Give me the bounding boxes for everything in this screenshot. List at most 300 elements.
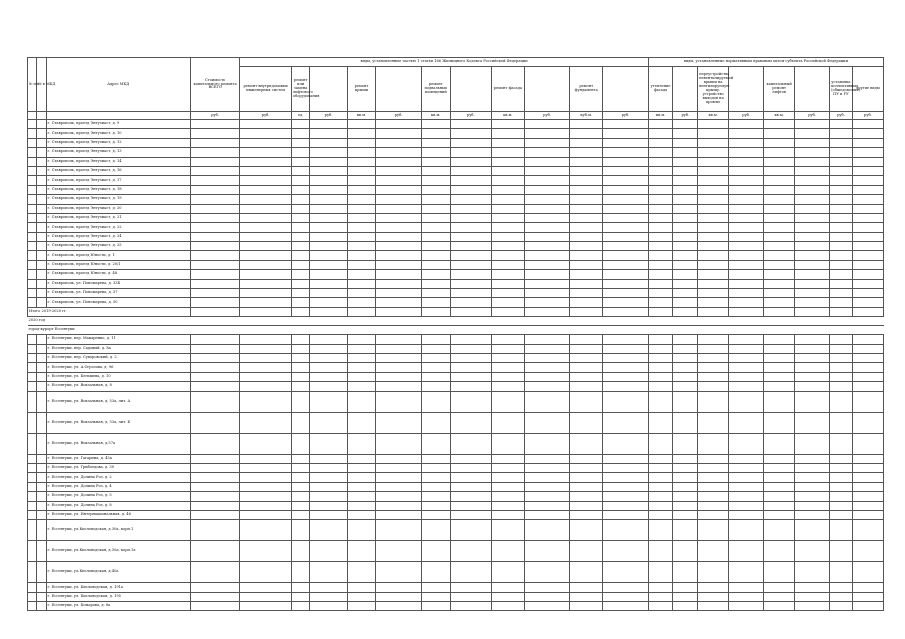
row-value (190, 148, 239, 157)
row-value (570, 463, 603, 472)
row-value (603, 129, 649, 138)
row-value (698, 289, 729, 298)
row-number-2 (37, 176, 46, 185)
row-number-2 (37, 363, 46, 372)
row-value (190, 501, 239, 510)
row-value (190, 157, 239, 166)
row-value (648, 520, 673, 541)
header-subcol: ремонт или замена лифтового оборудования (291, 67, 310, 112)
row-value (729, 289, 764, 298)
row-value (852, 520, 883, 541)
row-value (830, 279, 853, 288)
row-value (376, 120, 421, 129)
row-value (852, 289, 883, 298)
row-address: г. Ессентуки, ул. Вокзальная, д. 53а, лит. Б (46, 412, 190, 433)
row-value (190, 372, 239, 381)
row-value (603, 592, 649, 601)
row-value (240, 353, 292, 362)
row-value (421, 353, 450, 362)
table-row (28, 562, 884, 583)
row-value (491, 454, 524, 463)
row-value (347, 510, 376, 519)
row-value (421, 363, 450, 372)
row-value (852, 363, 883, 372)
header-subcol (450, 67, 491, 112)
row-number (28, 501, 37, 510)
header-unit: ед. (291, 112, 310, 120)
row-value (852, 195, 883, 204)
row-value (648, 433, 673, 454)
row-value (830, 185, 853, 194)
row-value (450, 185, 491, 194)
row-value (240, 520, 292, 541)
row-value (347, 195, 376, 204)
row-value (524, 454, 569, 463)
row-value (291, 176, 310, 185)
row-number-2 (37, 166, 46, 175)
row-value (673, 482, 698, 491)
row-value (673, 120, 698, 129)
row-value (698, 213, 729, 222)
row-value (421, 129, 450, 138)
row-number-2 (37, 454, 46, 463)
row-value (190, 382, 239, 391)
row-value (795, 433, 830, 454)
totals-value (347, 307, 376, 316)
row-value (310, 242, 347, 251)
row-value (421, 335, 450, 344)
row-value (376, 185, 421, 194)
row-value (491, 260, 524, 269)
row-value (491, 242, 524, 251)
row-value (524, 223, 569, 232)
row-value (450, 520, 491, 541)
row-value (190, 562, 239, 583)
row-value (376, 270, 421, 279)
row-value (240, 482, 292, 491)
row-value (698, 482, 729, 491)
row-value (190, 251, 239, 260)
row-value (830, 289, 853, 298)
row-value (240, 251, 292, 260)
row-value (291, 363, 310, 372)
table-row (28, 270, 884, 279)
row-value (603, 353, 649, 362)
row-value (450, 372, 491, 381)
row-number-2 (37, 492, 46, 501)
row-value (190, 129, 239, 138)
row-value (524, 260, 569, 269)
row-value (795, 382, 830, 391)
row-value (648, 120, 673, 129)
row-value (795, 120, 830, 129)
row-value (729, 148, 764, 157)
row-value (698, 120, 729, 129)
row-value (603, 562, 649, 583)
row-value (795, 129, 830, 138)
row-value (830, 454, 853, 463)
row-value (698, 473, 729, 482)
row-number-2 (37, 279, 46, 288)
row-value (852, 185, 883, 194)
row-value (830, 120, 853, 129)
header-subcol: ремонт внутридомовых инженерных систем (240, 67, 292, 112)
row-value (603, 195, 649, 204)
row-value (570, 372, 603, 381)
row-value (450, 195, 491, 204)
row-value (603, 223, 649, 232)
row-value (729, 242, 764, 251)
row-value (240, 335, 292, 344)
row-value (421, 185, 450, 194)
row-value (450, 157, 491, 166)
totals-value (450, 307, 491, 316)
row-value (524, 242, 569, 251)
row-value (190, 204, 239, 213)
row-value (830, 129, 853, 138)
row-value (729, 279, 764, 288)
row-value (190, 344, 239, 353)
row-value (450, 473, 491, 482)
header-subcol (729, 67, 764, 112)
row-value (450, 242, 491, 251)
totals-value (310, 307, 347, 316)
row-value (570, 157, 603, 166)
row-value (376, 289, 421, 298)
row-value (376, 213, 421, 222)
row-value (673, 510, 698, 519)
header-unit: кв.м. (421, 112, 450, 120)
row-value (673, 363, 698, 372)
row-value (240, 138, 292, 147)
row-number-2 (37, 562, 46, 583)
header-subcol: установка коллективных (общедомовых) ПУ и УУ (830, 67, 853, 112)
row-value (450, 562, 491, 583)
row-value (376, 562, 421, 583)
row-value (347, 602, 376, 611)
row-value (570, 562, 603, 583)
row-value (673, 344, 698, 353)
row-value (347, 166, 376, 175)
row-value (570, 195, 603, 204)
row-value (852, 129, 883, 138)
row-value (450, 583, 491, 592)
row-address: г. Ессентуки, ул. Долина Роз, д. 4 (46, 482, 190, 491)
row-value (310, 463, 347, 472)
row-value (291, 510, 310, 519)
row-value (830, 382, 853, 391)
row-address: г. Ставрополь, проезд Энтузиаст, д. 19 (46, 195, 190, 204)
row-value (852, 204, 883, 213)
row-value (347, 223, 376, 232)
row-value (698, 412, 729, 433)
row-address: г. Ставрополь, проезд Энтузиаст, д. 21 (46, 213, 190, 222)
header-subcol: другие виды (852, 67, 883, 112)
row-value (524, 583, 569, 592)
row-value (764, 298, 795, 307)
row-value (648, 541, 673, 562)
row-value (795, 541, 830, 562)
table-row (28, 412, 884, 433)
row-address: г. Ставрополь, проезд Энтузиаст, д. 18 (46, 185, 190, 194)
row-value (347, 251, 376, 260)
row-value (698, 363, 729, 372)
row-value (698, 562, 729, 583)
row-value (673, 260, 698, 269)
row-value (240, 463, 292, 472)
row-value (603, 344, 649, 353)
table-row (28, 363, 884, 372)
row-value (291, 372, 310, 381)
row-value (795, 223, 830, 232)
row-value (764, 602, 795, 611)
row-value (764, 270, 795, 279)
row-value (376, 279, 421, 288)
header-unit: руб. (240, 112, 292, 120)
row-number-2 (37, 298, 46, 307)
row-value (729, 510, 764, 519)
row-value (673, 176, 698, 185)
row-number-2 (37, 242, 46, 251)
totals-value (491, 307, 524, 316)
table-row (28, 232, 884, 241)
row-value (673, 353, 698, 362)
row-value (524, 501, 569, 510)
row-address: г. Ессентуки, ул. Долина Роз, д. 8 (46, 501, 190, 510)
header-group-regional: виды, установленные нормативным правовым актом субъекта Российской Федерации (648, 58, 883, 67)
row-value (795, 298, 830, 307)
row-value (764, 129, 795, 138)
row-value (764, 204, 795, 213)
row-value (603, 260, 649, 269)
row-address: г. Ставрополь, ул. Пономарева, д. 50 (46, 298, 190, 307)
row-address: г. Ставрополь, проезд Энтузиаст, д. 9 (46, 120, 190, 129)
row-value (852, 463, 883, 472)
row-value (240, 602, 292, 611)
row-value (240, 501, 292, 510)
row-value (795, 482, 830, 491)
row-value (421, 602, 450, 611)
row-value (673, 213, 698, 222)
row-value (648, 463, 673, 472)
row-value (764, 592, 795, 601)
row-value (376, 335, 421, 344)
row-number (28, 473, 37, 482)
table-row (28, 583, 884, 592)
row-value (347, 353, 376, 362)
row-number-2 (37, 120, 46, 129)
row-number (28, 223, 37, 232)
row-value (291, 204, 310, 213)
row-value (524, 372, 569, 381)
row-value (347, 213, 376, 222)
row-value (491, 492, 524, 501)
row-value (648, 242, 673, 251)
row-address: г. Ставрополь, проезд Энтузиаст, д. 25 (46, 242, 190, 251)
row-value (698, 335, 729, 344)
table-row (28, 223, 884, 232)
row-value (698, 501, 729, 510)
row-value (603, 382, 649, 391)
row-value (830, 270, 853, 279)
row-value (291, 463, 310, 472)
row-value (190, 492, 239, 501)
row-value (310, 353, 347, 362)
row-value (190, 260, 239, 269)
row-value (648, 204, 673, 213)
row-value (421, 120, 450, 129)
section-year-text: 2020 год (28, 317, 884, 326)
row-value (524, 166, 569, 175)
row-number (28, 270, 37, 279)
row-value (570, 382, 603, 391)
row-value (648, 232, 673, 241)
row-value (524, 592, 569, 601)
row-value (729, 473, 764, 482)
row-value (830, 148, 853, 157)
row-value (795, 289, 830, 298)
row-value (570, 129, 603, 138)
row-value (291, 279, 310, 288)
row-value (421, 279, 450, 288)
row-value (729, 298, 764, 307)
row-value (852, 583, 883, 592)
row-value (648, 482, 673, 491)
row-value (376, 344, 421, 353)
row-value (603, 270, 649, 279)
row-value (524, 185, 569, 194)
row-value (648, 562, 673, 583)
row-value (673, 562, 698, 583)
row-value (421, 501, 450, 510)
table-row (28, 335, 884, 344)
row-value (450, 213, 491, 222)
row-value (698, 166, 729, 175)
row-value (347, 583, 376, 592)
row-value (240, 260, 292, 269)
row-value (491, 176, 524, 185)
row-value (450, 176, 491, 185)
row-value (347, 433, 376, 454)
totals-value (240, 307, 292, 316)
row-value (764, 195, 795, 204)
row-value (764, 501, 795, 510)
row-address: г. Ставрополь, проезд Энтузиаст, д. 24 (46, 232, 190, 241)
row-number-2 (37, 148, 46, 157)
row-value (421, 213, 450, 222)
row-value (310, 176, 347, 185)
row-value (240, 148, 292, 157)
row-value (291, 482, 310, 491)
table-row (28, 120, 884, 129)
row-value (190, 213, 239, 222)
row-value (310, 232, 347, 241)
row-value (450, 492, 491, 501)
row-value (570, 176, 603, 185)
row-value (698, 463, 729, 472)
row-value (491, 433, 524, 454)
row-value (450, 138, 491, 147)
row-value (491, 298, 524, 307)
row-value (491, 412, 524, 433)
row-value (795, 195, 830, 204)
row-value (764, 335, 795, 344)
row-number (28, 120, 37, 129)
row-value (347, 541, 376, 562)
row-value (795, 148, 830, 157)
row-value (240, 473, 292, 482)
totals-value (291, 307, 310, 316)
row-address: г. Ессентуки, ул. Бегишева, д. 10 (46, 372, 190, 381)
row-value (648, 223, 673, 232)
row-value (648, 185, 673, 194)
row-value (603, 298, 649, 307)
row-value (491, 251, 524, 260)
row-value (570, 482, 603, 491)
row-value (570, 583, 603, 592)
row-value (729, 501, 764, 510)
table-row (28, 279, 884, 288)
row-value (190, 482, 239, 491)
row-value (291, 592, 310, 601)
row-value (648, 391, 673, 412)
row-value (764, 510, 795, 519)
row-value (648, 501, 673, 510)
row-value (603, 510, 649, 519)
row-value (450, 482, 491, 491)
row-value (764, 251, 795, 260)
row-value (524, 433, 569, 454)
row-address: г. Ессентуки, ул. Комарова, д. 8а (46, 602, 190, 611)
table-row (28, 298, 884, 307)
row-address: г. Ессентуки, ул. Интернациональная, д. 46 (46, 510, 190, 519)
row-value (450, 204, 491, 213)
row-address: г. Ессентуки, ул. Вокзальная, д. 8 (46, 382, 190, 391)
row-value (491, 232, 524, 241)
row-value (310, 562, 347, 583)
row-value (648, 213, 673, 222)
row-value (673, 204, 698, 213)
row-value (852, 602, 883, 611)
row-value (524, 157, 569, 166)
row-value (673, 433, 698, 454)
row-value (570, 251, 603, 260)
row-value (421, 562, 450, 583)
row-value (310, 270, 347, 279)
row-number-2 (37, 157, 46, 166)
row-number-2 (37, 520, 46, 541)
row-value (376, 583, 421, 592)
row-value (421, 232, 450, 241)
row-value (291, 412, 310, 433)
row-value (450, 223, 491, 232)
row-value (524, 492, 569, 501)
header-subcol: ремонт подвальных помещений (421, 67, 450, 112)
row-value (376, 501, 421, 510)
row-number-2 (37, 204, 46, 213)
row-value (450, 592, 491, 601)
header-subcol: переустройство невентилируемой крыши на вентилируемую крышу, устройство выходов на кровлю (698, 67, 729, 112)
row-value (524, 602, 569, 611)
row-value (240, 270, 292, 279)
row-address: г. Ессентуки, ул. Вокзальная, д.57а (46, 433, 190, 454)
row-value (190, 120, 239, 129)
row-value (376, 602, 421, 611)
row-value (240, 391, 292, 412)
row-value (491, 541, 524, 562)
section-city-text: город-курорт Ессентуки (28, 326, 884, 335)
row-number (28, 363, 37, 372)
